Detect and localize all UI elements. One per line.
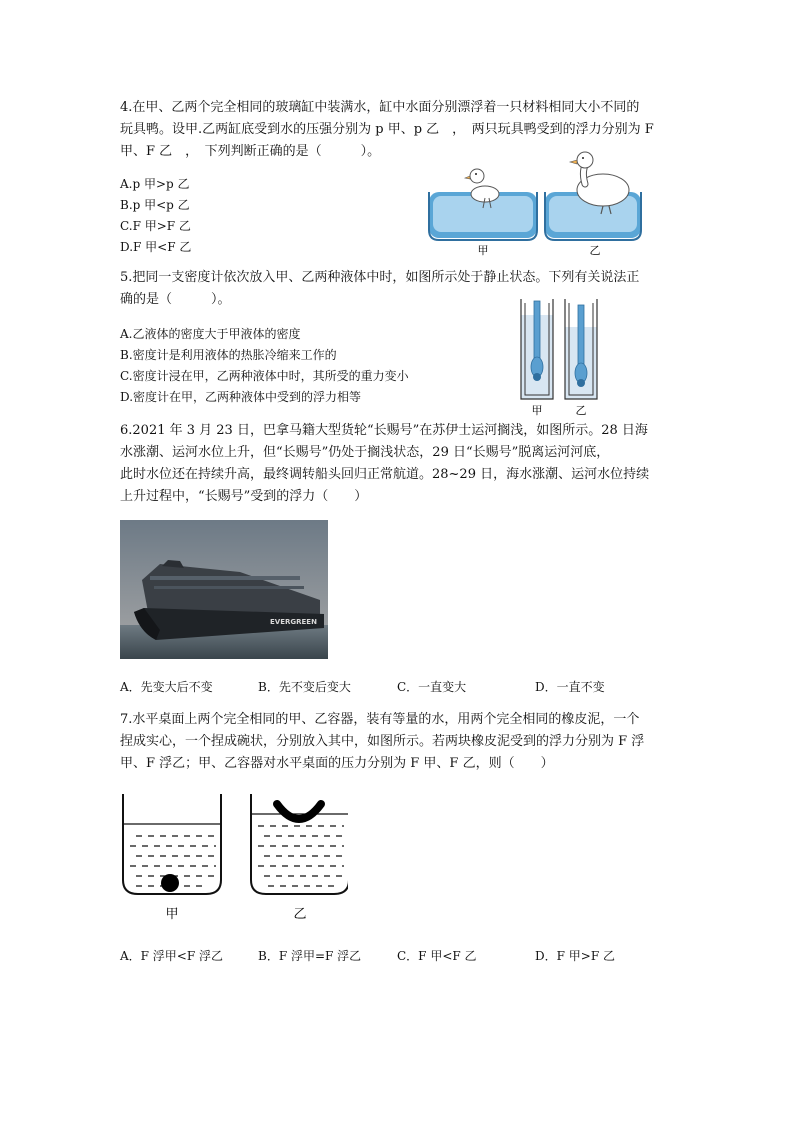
- q6-line-1: 6.2021 年 3 月 23 日，巴拿马籍大型货轮“长赐号”在苏伊士运河搁浅，如图所示。28 日海: [120, 423, 648, 438]
- q7-line-2: 捏成实心，一个捏成碗状，分别放入其中，如图所示。若两块橡皮泥受到的浮力分别为 F 浮: [120, 734, 645, 749]
- q4-option-c: C.F 甲>F 乙: [120, 219, 191, 233]
- hydrometer-figure: [515, 295, 605, 420]
- q5-line-2: 确的是（ ）。: [120, 292, 231, 307]
- q6-line-2: 水涨潮、运河水位上升，但“长赐号”仍处于搁浅状态，29 日“长赐号”脱离运河河底，: [120, 445, 610, 460]
- q6-line-3: 此时水位还在持续升高，最终调转船头回归正常航道。28~29 日，海水涨潮、运河水位持续: [120, 467, 650, 482]
- q4-option-d: D.F 甲<F 乙: [120, 240, 192, 254]
- bowl-shaped-clay: [277, 804, 321, 819]
- ship-photo: [120, 520, 328, 659]
- q4-option-b: B.p 甲<p 乙: [120, 198, 190, 212]
- ship-hull-text: EVERGREEN: [270, 618, 317, 626]
- q7-option-d: D．F 甲>F 乙: [535, 949, 615, 963]
- q7-line-1: 7.水平桌面上两个完全相同的甲、乙容器，装有等量的水，用两个完全相同的橡皮泥，一个: [120, 712, 640, 727]
- q5-fig-label-yi: 乙: [575, 404, 587, 417]
- q7-line-3: 甲、F 浮乙；甲、乙容器对水平桌面的压力分别为 F 甲、F 乙，则（ ）: [120, 756, 554, 771]
- clay-containers-figure: [118, 790, 348, 925]
- q6-option-c: C．一直变大: [397, 680, 467, 694]
- q5-line-1: 5.把同一支密度计依次放入甲、乙两种液体中时，如图所示处于静止状态。下列有关说法正: [120, 270, 640, 285]
- q7-fig-label-yi: 乙: [293, 907, 307, 922]
- q7-option-b: B．F 浮甲=F 浮乙: [258, 949, 362, 963]
- cylinder-yi: [565, 299, 597, 399]
- q7-option-c: C．F 甲<F 乙: [397, 949, 477, 963]
- q4-fig-label-jia: 甲: [477, 244, 489, 257]
- q7-option-a: A．F 浮甲<F 浮乙: [120, 949, 224, 963]
- q4-line-1: 4.在甲、乙两个完全相同的玻璃缸中装满水，缸中水面分别漂浮着一只材料相同大小不同的: [120, 100, 640, 115]
- q5-option-c: C.密度计浸在甲，乙两种液体中时，其所受的重力变小: [120, 369, 409, 383]
- q5-fig-label-jia: 甲: [531, 404, 543, 417]
- q4-line-3: 甲、F 乙 ， 下列判断正确的是（ ）。: [120, 144, 381, 159]
- container-yi: [251, 794, 348, 894]
- cylinder-jia: [521, 299, 553, 399]
- q6-option-b: B．先不变后变大: [258, 680, 351, 694]
- duck-tanks-figure: [425, 150, 645, 260]
- q5-option-d: D.密度计在甲，乙两种液体中受到的浮力相等: [120, 390, 362, 404]
- q7-fig-label-jia: 甲: [165, 907, 179, 922]
- container-jia: [123, 794, 221, 894]
- q4-fig-label-yi: 乙: [589, 244, 601, 257]
- q4-option-a: A.p 甲>p 乙: [120, 177, 190, 191]
- q6-option-a: A．先变大后不变: [120, 680, 213, 694]
- q5-option-a: A.乙液体的密度大于甲液体的密度: [120, 327, 301, 341]
- solid-clay-ball: [161, 874, 179, 892]
- q6-line-4: 上升过程中，“长赐号”受到的浮力（ ）: [120, 489, 368, 504]
- q5-option-b: B.密度计是利用液体的热胀冷缩来工作的: [120, 348, 337, 362]
- q6-option-d: D．一直不变: [535, 680, 605, 694]
- q4-line-2: 玩具鸭。设甲.乙两缸底受到水的压强分别为 p 甲、p 乙 ， 两只玩具鸭受到的浮力分别为 F: [120, 122, 654, 137]
